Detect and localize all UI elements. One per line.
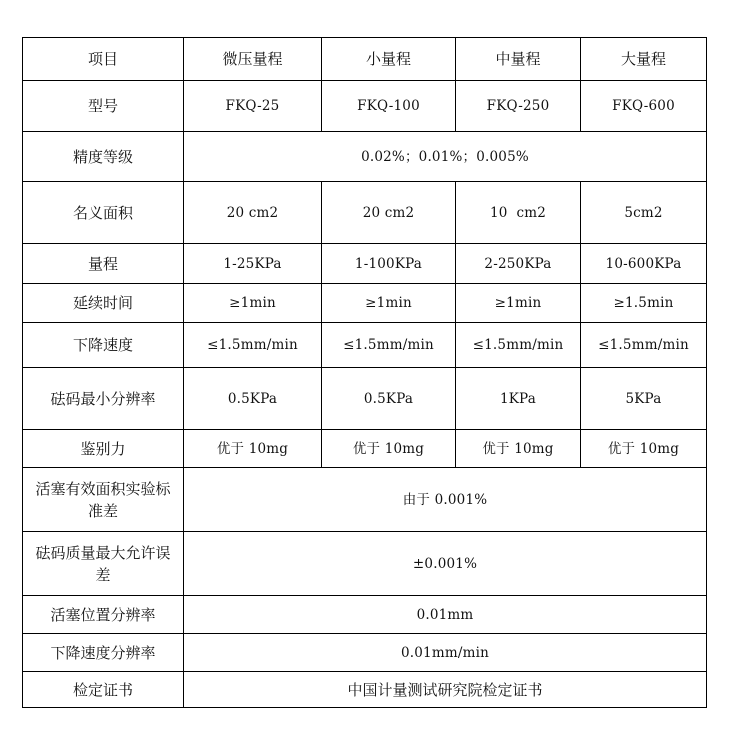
- table-row: [23, 430, 707, 468]
- header-col-large: 大量程: [581, 38, 707, 81]
- sensitivity-value: 优于 10mg: [581, 430, 707, 468]
- range-value: 1-100KPa: [322, 244, 456, 284]
- table-row: [23, 532, 707, 596]
- row-label: 检定证书: [23, 672, 184, 708]
- sensitivity-value: 优于 10mg: [322, 430, 456, 468]
- row-label: 鉴别力: [23, 430, 184, 468]
- row-label: 活塞位置分辨率: [23, 596, 184, 634]
- table-row: [23, 634, 707, 672]
- table-row: [23, 284, 707, 323]
- model-value: FKQ-100: [322, 81, 456, 132]
- descent-speed-value: ≤1.5mm/min: [581, 323, 707, 368]
- sensitivity-value: 优于 10mg: [184, 430, 322, 468]
- table-row: [23, 244, 707, 284]
- certificate-value: 中国计量测试研究院检定证书: [184, 672, 707, 708]
- weight-mass-error-value: ±0.001%: [184, 532, 707, 596]
- piston-position-resolution-value: 0.01mm: [184, 596, 707, 634]
- row-label: 名义面积: [23, 182, 184, 244]
- area-value: 20 cm2: [322, 182, 456, 244]
- range-value: 1-25KPa: [184, 244, 322, 284]
- duration-value: ≥1.5min: [581, 284, 707, 323]
- row-label: 下降速度: [23, 323, 184, 368]
- weight-resolution-value: 0.5KPa: [322, 368, 456, 430]
- model-value: FKQ-600: [581, 81, 707, 132]
- row-label: 延续时间: [23, 284, 184, 323]
- table-row: [23, 81, 707, 132]
- row-label: 量程: [23, 244, 184, 284]
- model-value: FKQ-250: [456, 81, 581, 132]
- descent-speed-resolution-value: 0.01mm/min: [184, 634, 707, 672]
- duration-value: ≥1min: [322, 284, 456, 323]
- header-col-medium: 中量程: [456, 38, 581, 81]
- area-value: 5cm2: [581, 182, 707, 244]
- area-value: 20 cm2: [184, 182, 322, 244]
- descent-speed-value: ≤1.5mm/min: [322, 323, 456, 368]
- table-header-row: [23, 38, 707, 81]
- sensitivity-value: 优于 10mg: [456, 430, 581, 468]
- header-item: 项目: [23, 38, 184, 81]
- header-col-small: 小量程: [322, 38, 456, 81]
- weight-resolution-value: 0.5KPa: [184, 368, 322, 430]
- table-row: [23, 323, 707, 368]
- table-row: [23, 132, 707, 182]
- duration-value: ≥1min: [184, 284, 322, 323]
- weight-resolution-value: 1KPa: [456, 368, 581, 430]
- descent-speed-value: ≤1.5mm/min: [184, 323, 322, 368]
- table-row: [23, 182, 707, 244]
- weight-resolution-value: 5KPa: [581, 368, 707, 430]
- header-col-micro: 微压量程: [184, 38, 322, 81]
- descent-speed-value: ≤1.5mm/min: [456, 323, 581, 368]
- range-value: 2-250KPa: [456, 244, 581, 284]
- model-value: FKQ-25: [184, 81, 322, 132]
- row-label: 砝码质量最大允许误差: [23, 532, 184, 596]
- area-value: 10 cm2: [456, 182, 581, 244]
- row-label: 砝码最小分辨率: [23, 368, 184, 430]
- row-label: 型号: [23, 81, 184, 132]
- row-label: 活塞有效面积实验标准差: [23, 468, 184, 532]
- table-row: [23, 672, 707, 708]
- piston-area-std-value: 由于 0.001%: [184, 468, 707, 532]
- spec-table: [22, 37, 707, 708]
- table-row: [23, 468, 707, 532]
- range-value: 10-600KPa: [581, 244, 707, 284]
- accuracy-value: 0.02%；0.01%；0.005%: [184, 132, 707, 182]
- row-label: 下降速度分辨率: [23, 634, 184, 672]
- table-row: [23, 368, 707, 430]
- table-row: [23, 596, 707, 634]
- duration-value: ≥1min: [456, 284, 581, 323]
- row-label: 精度等级: [23, 132, 184, 182]
